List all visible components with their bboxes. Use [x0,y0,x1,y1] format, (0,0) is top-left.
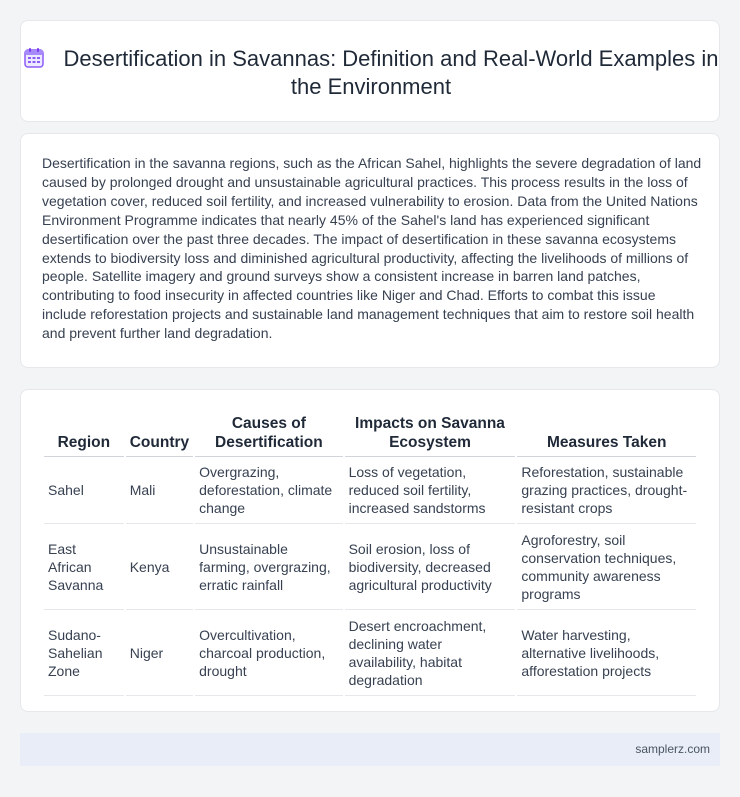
cell-impacts: Desert encroachment, declining water availability, habitat degradation [345,610,516,696]
table-card [20,389,720,712]
table-header-row [44,410,696,457]
footer-bar [20,733,720,766]
calendar-icon [23,47,45,69]
table-row [44,524,696,610]
cell-causes: Overcultivation, charcoal production, drought [195,610,342,696]
cell-region: Sahel [44,457,124,524]
description-card [20,133,720,368]
description-text: Desertification in the savanna regions, such as the African Sahel, highlights the severe degradation of land caused by prolonged drought and unsustainable agricultural practices. This process results in the loss of vegetation cover, reduced soil fertility, and increased vulnerability to erosion. Data from the United Nations Environment Programme indicates that nearly 45% of the Sahel's land has experienced significant desertification over the past three decades. The impact of desertification in these savanna ecosystems extends to biodiversity loss and diminished agricultural productivity, affecting the livelihoods of millions of people. Satellite imagery and ground surveys show a consistent increase in barren land patches, contributing to food insecurity in affected countries like Niger and Chad. Efforts to combat this issue include reforestation projects and sustainable land management techniques that aim to restore soil health and prevent further land degradation. [42,155,702,342]
cell-impacts: Soil erosion, loss of biodiversity, decreased agricultural productivity [345,524,516,610]
cell-country: Niger [126,610,193,696]
header-causes: Causes of Desertification [195,410,342,457]
table-row [44,457,696,524]
cell-measures: Water harvesting, alternative livelihoods, afforestation projects [517,610,696,696]
page-title-wrap [21,45,721,101]
header-region: Region [44,410,124,457]
cell-measures: Agroforestry, soil conservation techniques, community awareness programs [517,524,696,610]
cell-impacts: Loss of vegetation, reduced soil fertility, increased sandstorms [345,457,516,524]
cell-region: Sudano-Sahelian Zone [44,610,124,696]
header-impacts: Impacts on Savanna Ecosystem [345,410,516,457]
cell-causes: Overgrazing, deforestation, climate change [195,457,342,524]
header-country: Country [126,410,193,457]
cell-country: Kenya [126,524,193,610]
table-row [44,610,696,696]
desertification-table [42,410,698,696]
cell-region: East African Savanna [44,524,124,610]
page-title: Desertification in Savannas: Definition and Real-World Examples in the Environment [63,46,719,99]
header-measures: Measures Taken [517,410,696,457]
cell-causes: Unsustainable farming, overgrazing, erratic rainfall [195,524,342,610]
cell-measures: Reforestation, sustainable grazing practices, drought-resistant crops [517,457,696,524]
footer-site-link[interactable]: samplerz.com [635,742,710,756]
title-card [20,20,720,122]
cell-country: Mali [126,457,193,524]
